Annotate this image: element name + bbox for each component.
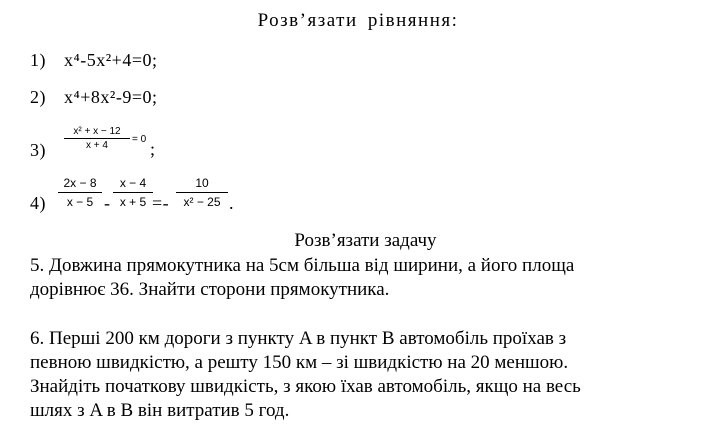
equation-1-number: 1) [30, 50, 46, 70]
problem-6-line: шлях з A в B він витратив 5 год. [30, 400, 290, 421]
problem-5-line: 5. Довжина прямокутника на 5см більша від ширини, а його площа [30, 255, 575, 276]
equation-4-fraction-1-denominator: x − 5 [66, 195, 94, 209]
equation-4-operator-2: =- [152, 193, 170, 213]
equation-4-fraction-1-numerator: 2x − 8 [63, 176, 97, 190]
equation-2-text: x⁴+8x²-9=0; [64, 87, 158, 107]
equation-2 [30, 87, 157, 108]
equation-3-rhs: = 0 [132, 134, 147, 145]
equation-4-fraction-3-numerator: 10 [195, 176, 209, 190]
section-subtitle: Розв’язати задачу [294, 230, 437, 251]
equation-3-end: ; [150, 139, 156, 159]
equation-1-text: x⁴-5x²+4=0; [64, 50, 158, 70]
equation-2-number: 2) [30, 87, 46, 107]
equation-4-fraction-2-denominator: x + 5 [119, 195, 147, 209]
equation-4-number: 4) [30, 193, 46, 213]
equation-3-fraction [64, 125, 130, 152]
problem-5 [30, 254, 574, 302]
equation-4-fraction-2 [113, 174, 153, 211]
equation-4-end: . [229, 193, 234, 213]
problem-6-line: певною швидкістю, а решту 150 км – зі швидкістю на 20 меншою. [30, 352, 569, 373]
equation-4-operator-1: - [104, 193, 111, 213]
equation-4-fraction-2-numerator: x − 4 [119, 176, 147, 190]
equation-3-denominator: x + 4 [86, 140, 108, 151]
equation-3-numerator: x² + x − 12 [73, 126, 121, 137]
equation-1 [30, 50, 157, 71]
equation-4-fraction-3-denominator: x² − 25 [183, 195, 221, 209]
equation-4-fraction-3 [176, 174, 228, 211]
equation-4-fraction-1 [58, 174, 102, 211]
problem-6-line: Знайдіть початкову швидкість, з якою їхав автомобіль, якщо на весь [30, 376, 581, 397]
problem-5-line: дорівнює 36. Знайти сторони прямокутника. [30, 279, 390, 300]
equation-3-number: 3) [30, 140, 46, 160]
problem-6-line: 6. Перші 200 км дороги з пункту A в пункт B автомобіль проїхав з [30, 328, 567, 349]
page-title: Розв’язати рівняння: [257, 10, 459, 31]
problem-6 [30, 327, 581, 423]
